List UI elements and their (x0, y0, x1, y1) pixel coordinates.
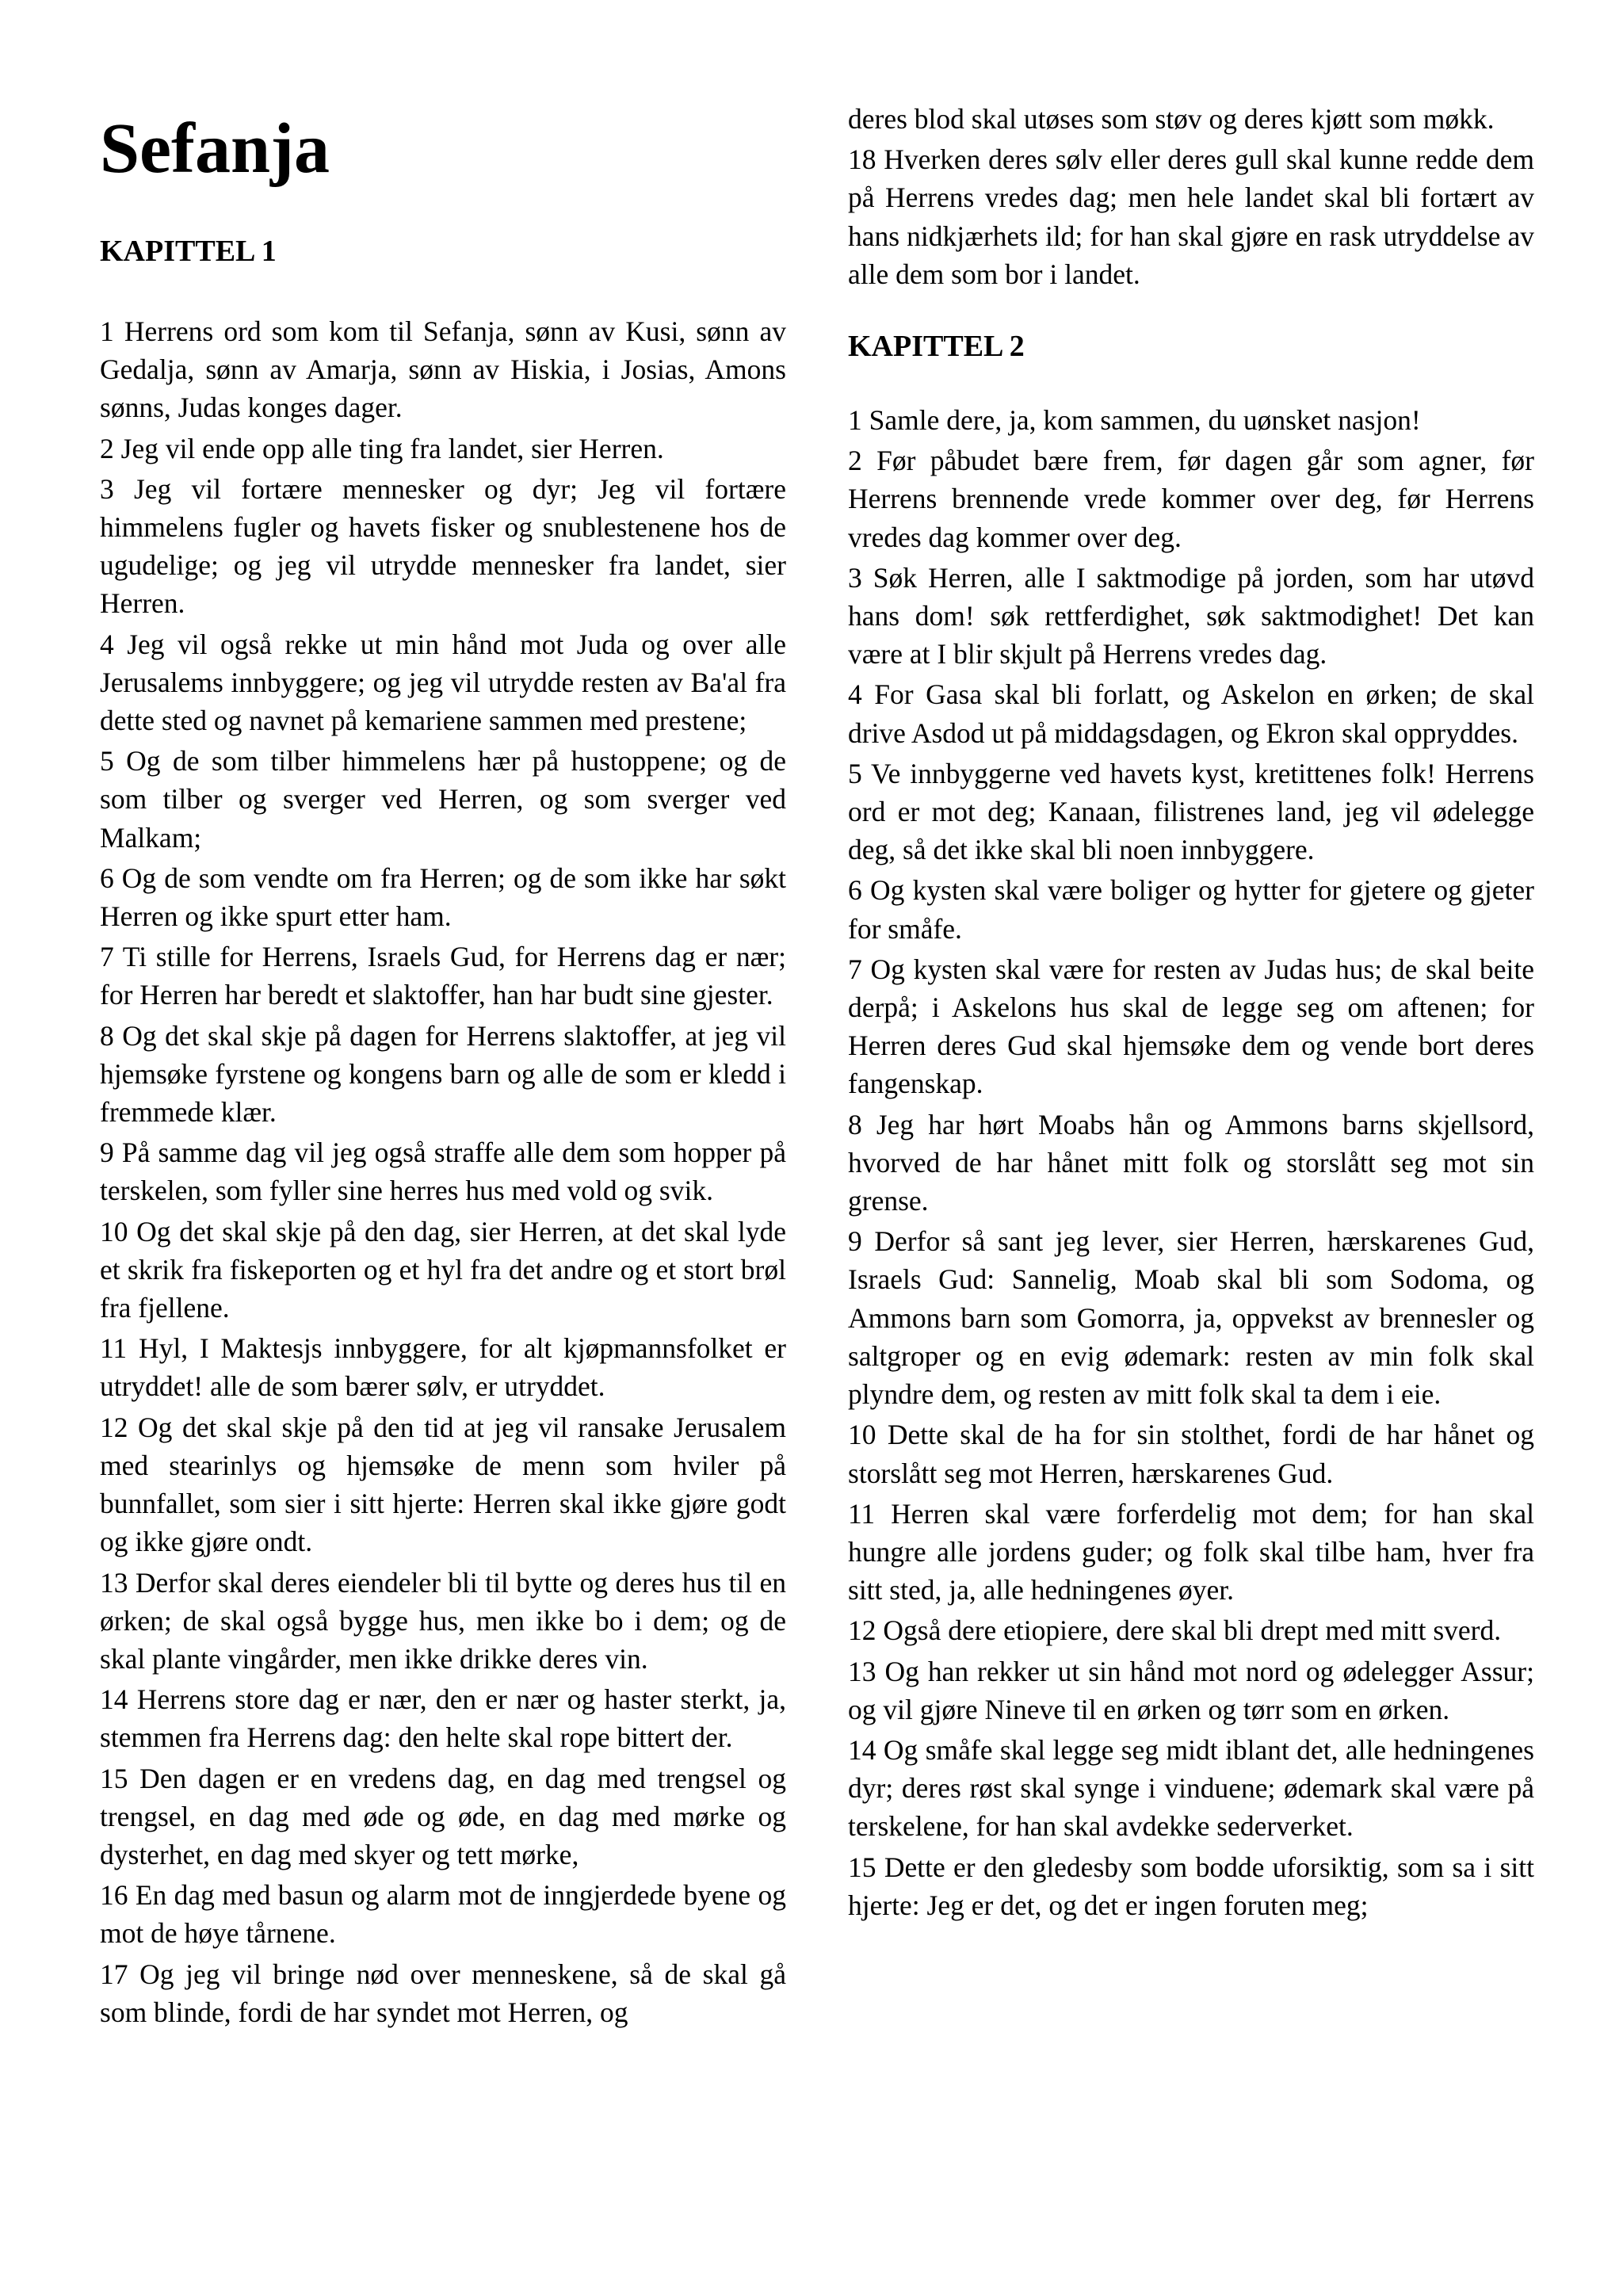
verse: 14 Herrens store dag er nær, den er nær og haster sterkt, ja, stemmen fra Herrens dag: den helte skal rope bittert der. (100, 1683, 786, 1754)
verse: 15 Dette er den gledesby som bodde uforsiktig, som sa i sitt hjerte: Jeg er det, og det er ingen foruten meg; (848, 1851, 1534, 1921)
verse: 8 Jeg har hørt Moabs hån og Ammons barns skjellsord, hvorved de har hånet mitt folk og storslått seg mot sin grense. (848, 1108, 1534, 1217)
verse: 3 Jeg vil fortære mennesker og dyr; Jeg vil fortære himmelens fugler og havets fisker og snublestenene hos de ugudelige; og jeg vil utrydde mennesker fra landet, sier Herren. (100, 472, 786, 620)
verse: 8 Og det skal skje på dagen for Herrens slaktoffer, at jeg vil hjemsøke fyrstene og kongens barn og alle de som er kledd i fremmede klær. (100, 1019, 786, 1129)
chapter-heading: KAPITTEL 1 (100, 235, 277, 268)
verse: 13 Derfor skal deres eiendeler bli til bytte og deres hus til en ørken; de skal også bygge hus, men ikke bo i dem; og de skal plante vingårder, men ikke drikke deres vin. (100, 1566, 786, 1675)
verse: 11 Herren skal være forferdelig mot dem; for han skal hungre alle jordens guder; og folk skal tilbe ham, hver fra sitt sted, ja, alle hedningenes øyer. (848, 1497, 1534, 1606)
verse: 2 Før påbudet bære frem, før dagen går som agner, før Herrens brennende vrede kommer over deg, før Herrens vredes dag kommer over deg. (848, 445, 1534, 553)
verse: 15 Den dagen er en vredens dag, en dag med trengsel og trengsel, en dag med øde og øde, en dag med mørke og dysterhet, en dag med skyer og tett mørke, (100, 1762, 786, 1870)
verse: 11 Hyl, I Maktesjs innbyggere, for alt kjøpmannsfolket er utryddet! alle de som bærer sølv, er utryddet. (100, 1332, 786, 1403)
verse: 16 En dag med basun og alarm mot de inngjerdede byene og mot de høye tårnene. (100, 1879, 786, 1950)
verse: 3 Søk Herren, alle I saktmodige på jorden, som har utøvd hans dom! søk rettferdighet, søk saktmodighet! Det kan være at I blir skjult på Herrens vredes dag. (848, 561, 1534, 670)
verse: 17 Og jeg vil bringe nød over menneskene, så de skal gå som blinde, fordi de har syndet mot Herren, og (100, 1958, 786, 2028)
verse: 14 Og småfe skal legge seg midt iblant det, alle hedningenes dyr; deres røst skal synge i vinduene; ødemark skal være på terskelene, for han skal avdekke sederverket. (848, 1733, 1534, 1843)
right-column (848, 100, 1534, 1927)
verse: 6 Og kysten skal være boliger og hytter for gjetere og gjeter for småfe. (848, 874, 1534, 945)
document-title: Sefanja (100, 109, 330, 188)
verse: deres blod skal utøses som støv og deres kjøtt som møkk. (848, 103, 1495, 135)
verse: 5 Ve innbyggerne ved havets kyst, kretittenes folk! Herrens ord er mot deg; Kanaan, filistrenes land, jeg vil ødelegge deg, så det ikke skal bli noen innbyggere. (848, 757, 1534, 866)
verse: 10 Dette skal de ha for sin stolthet, fordi de har hånet og storslått seg mot Herren, hærskarenes Gud. (848, 1419, 1534, 1489)
verse: 4 For Gasa skal bli forlatt, og Askelon en ørken; de skal drive Asdod ut på middagsdagen, og Ekron skal oppryddes. (848, 678, 1534, 749)
verse: 1 Herrens ord som kom til Sefanja, sønn av Kusi, sønn av Gedalja, sønn av Amarja, sønn av Hiskia, i Josias, Amons sønns, Judas konges dager. (100, 315, 786, 424)
verse: 5 Og de som tilber himmelens hær på hustoppene; og de som tilber og sverger ved Herren, og som sverger ved Malkam; (100, 745, 786, 854)
verse: 13 Og han rekker ut sin hånd mot nord og ødelegger Assur; og vil gjøre Nineve til en ørken og tørr som en ørken. (848, 1655, 1534, 1725)
verse: 18 Hverken deres sølv eller deres gull skal kunne redde dem på Herrens vredes dag; men hele landet skal bli fortært av hans nidkjærhets ild; for han skal gjøre en rask utryddelse av alle dem som bor i landet. (848, 143, 1534, 290)
verse: 1 Samle dere, ja, kom sammen, du uønsket nasjon! (848, 404, 1421, 437)
verse: 12 Også dere etiopiere, dere skal bli drept med mitt sverd. (848, 1614, 1502, 1647)
verse: 2 Jeg vil ende opp alle ting fra landet, sier Herren. (100, 432, 664, 464)
chapter-heading: KAPITTEL 2 (848, 330, 1025, 364)
verse: 9 På samme dag vil jeg også straffe alle dem som hopper på terskelen, som fyller sine herres hus med vold og svik. (100, 1137, 786, 1207)
verse: 7 Ti stille for Herrens, Israels Gud, for Herrens dag er nær; for Herren har beredt et slaktoffer, han har budt sine gjester. (100, 941, 786, 1011)
verse: 6 Og de som vendte om fra Herren; og de som ikke har søkt Herren og ikke spurt etter ham. (100, 861, 786, 933)
verse: 4 Jeg vil også rekke ut min hånd mot Juda og over alle Jerusalems innbyggere; og jeg vil utrydde resten av Ba'al fra dette sted og navnet på kemariene sammen med prestene; (100, 628, 786, 737)
verse: 9 Derfor så sant jeg lever, sier Herren, hærskarenes Gud, Israels Gud: Sannelig, Moab skal bli som Sodoma, og Ammons barn som Gomorra, ja, oppvekst av brennesler og saltgroper og en evig ødemark: resten av min folk skal plyndre dem, og resten av mitt folk skal ta dem i eie. (848, 1225, 1534, 1411)
verse: 10 Og det skal skje på den dag, sier Herren, at det skal lyde et skrik fra fiskeporten og et hyl fra det andre og et stort brøl fra fjellene. (100, 1215, 786, 1324)
left-column (100, 95, 786, 2034)
verse: 7 Og kysten skal være for resten av Judas hus; de skal beite derpå; i Askelons hus skal de legge seg om aftenen; for Herren deres Gud skal hjemsøke dem og vende bort deres fangenskap. (848, 953, 1534, 1100)
verse: 12 Og det skal skje på den tid at jeg vil ransake Jerusalem med stearinlys og hjemsøke de menn som hviler på bunnfallet, som sier i sitt hjerte: Herren skal ikke gjøre godt og ikke gjøre ondt. (100, 1411, 786, 1558)
